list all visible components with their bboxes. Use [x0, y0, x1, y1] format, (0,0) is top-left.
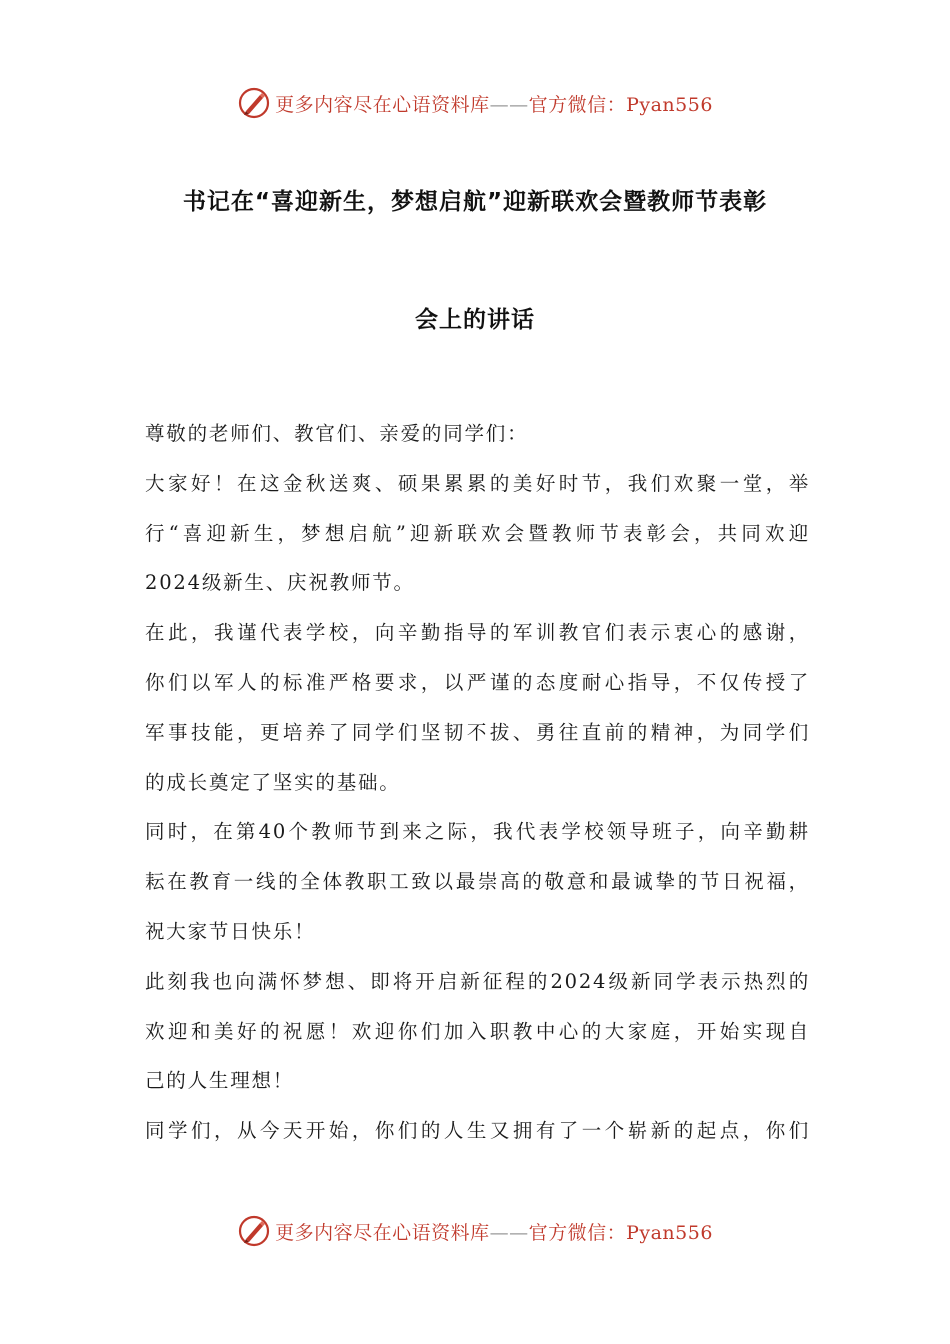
- header-watermark-banner: [0, 83, 950, 123]
- body-line: 己的人生理想！: [145, 1069, 295, 1093]
- body-line: 耘在教育一线的全体教职工致以最崇高的敬意和最诚挚的节日祝福，: [145, 870, 810, 894]
- body-line: 2024级新生、庆祝教师节。: [145, 571, 415, 595]
- speech-body: [145, 416, 810, 1163]
- footer-watermark-banner: [0, 1211, 950, 1251]
- watermark-text: [275, 90, 713, 117]
- body-line: 同时，在第40个教师节到来之际，我代表学校领导班子，向辛勤耕: [145, 820, 810, 844]
- watermark-wechat-label: 官方微信：Pyan556: [528, 93, 713, 116]
- watermark-library-label: 更多内容尽在心语资料库: [275, 93, 490, 116]
- body-line: 的成长奠定了坚实的基础。: [145, 770, 401, 794]
- body-line: 祝大家节日快乐！: [145, 919, 316, 943]
- body-line: 此刻我也向满怀梦想、即将开启新征程的2024级新同学表示热烈的: [145, 969, 810, 993]
- watermark-separator: ——: [489, 1221, 529, 1244]
- watermark-separator: ——: [489, 93, 529, 116]
- body-line: 在此，我谨代表学校，向辛勤指导的军训教官们表示衷心的感谢，: [145, 621, 810, 645]
- document-title-line-1: 书记在“喜迎新生，梦想启航”迎新联欢会暨教师节表彰: [182, 189, 768, 215]
- body-line: 欢迎和美好的祝愿！欢迎你们加入职教中心的大家庭，开始实现自: [145, 1019, 810, 1043]
- watermark-wechat-label: 官方微信：Pyan556: [528, 1221, 713, 1244]
- body-line: 你们以军人的标准严格要求，以严谨的态度耐心指导，不仅传授了: [145, 670, 810, 694]
- pen-logo-icon: [237, 86, 271, 120]
- watermark-library-label: 更多内容尽在心语资料库: [275, 1221, 490, 1244]
- body-line: 大家好！在这金秋送爽、硕果累累的美好时节，我们欢聚一堂，举: [145, 471, 810, 495]
- document-title-line-2: 会上的讲话: [415, 307, 535, 333]
- body-line: 军事技能，更培养了同学们坚韧不拔、勇往直前的精神，为同学们: [145, 720, 810, 744]
- body-line: 同学们，从今天开始，你们的人生又拥有了一个崭新的起点，你们: [145, 1119, 810, 1143]
- body-line: 尊敬的老师们、教官们、亲爱的同学们：: [145, 422, 529, 445]
- pen-logo-icon: [237, 1214, 271, 1248]
- body-line: 行“喜迎新生，梦想启航”迎新联欢会暨教师节表彰会，共同欢迎: [145, 521, 810, 545]
- watermark-text: [275, 1218, 713, 1245]
